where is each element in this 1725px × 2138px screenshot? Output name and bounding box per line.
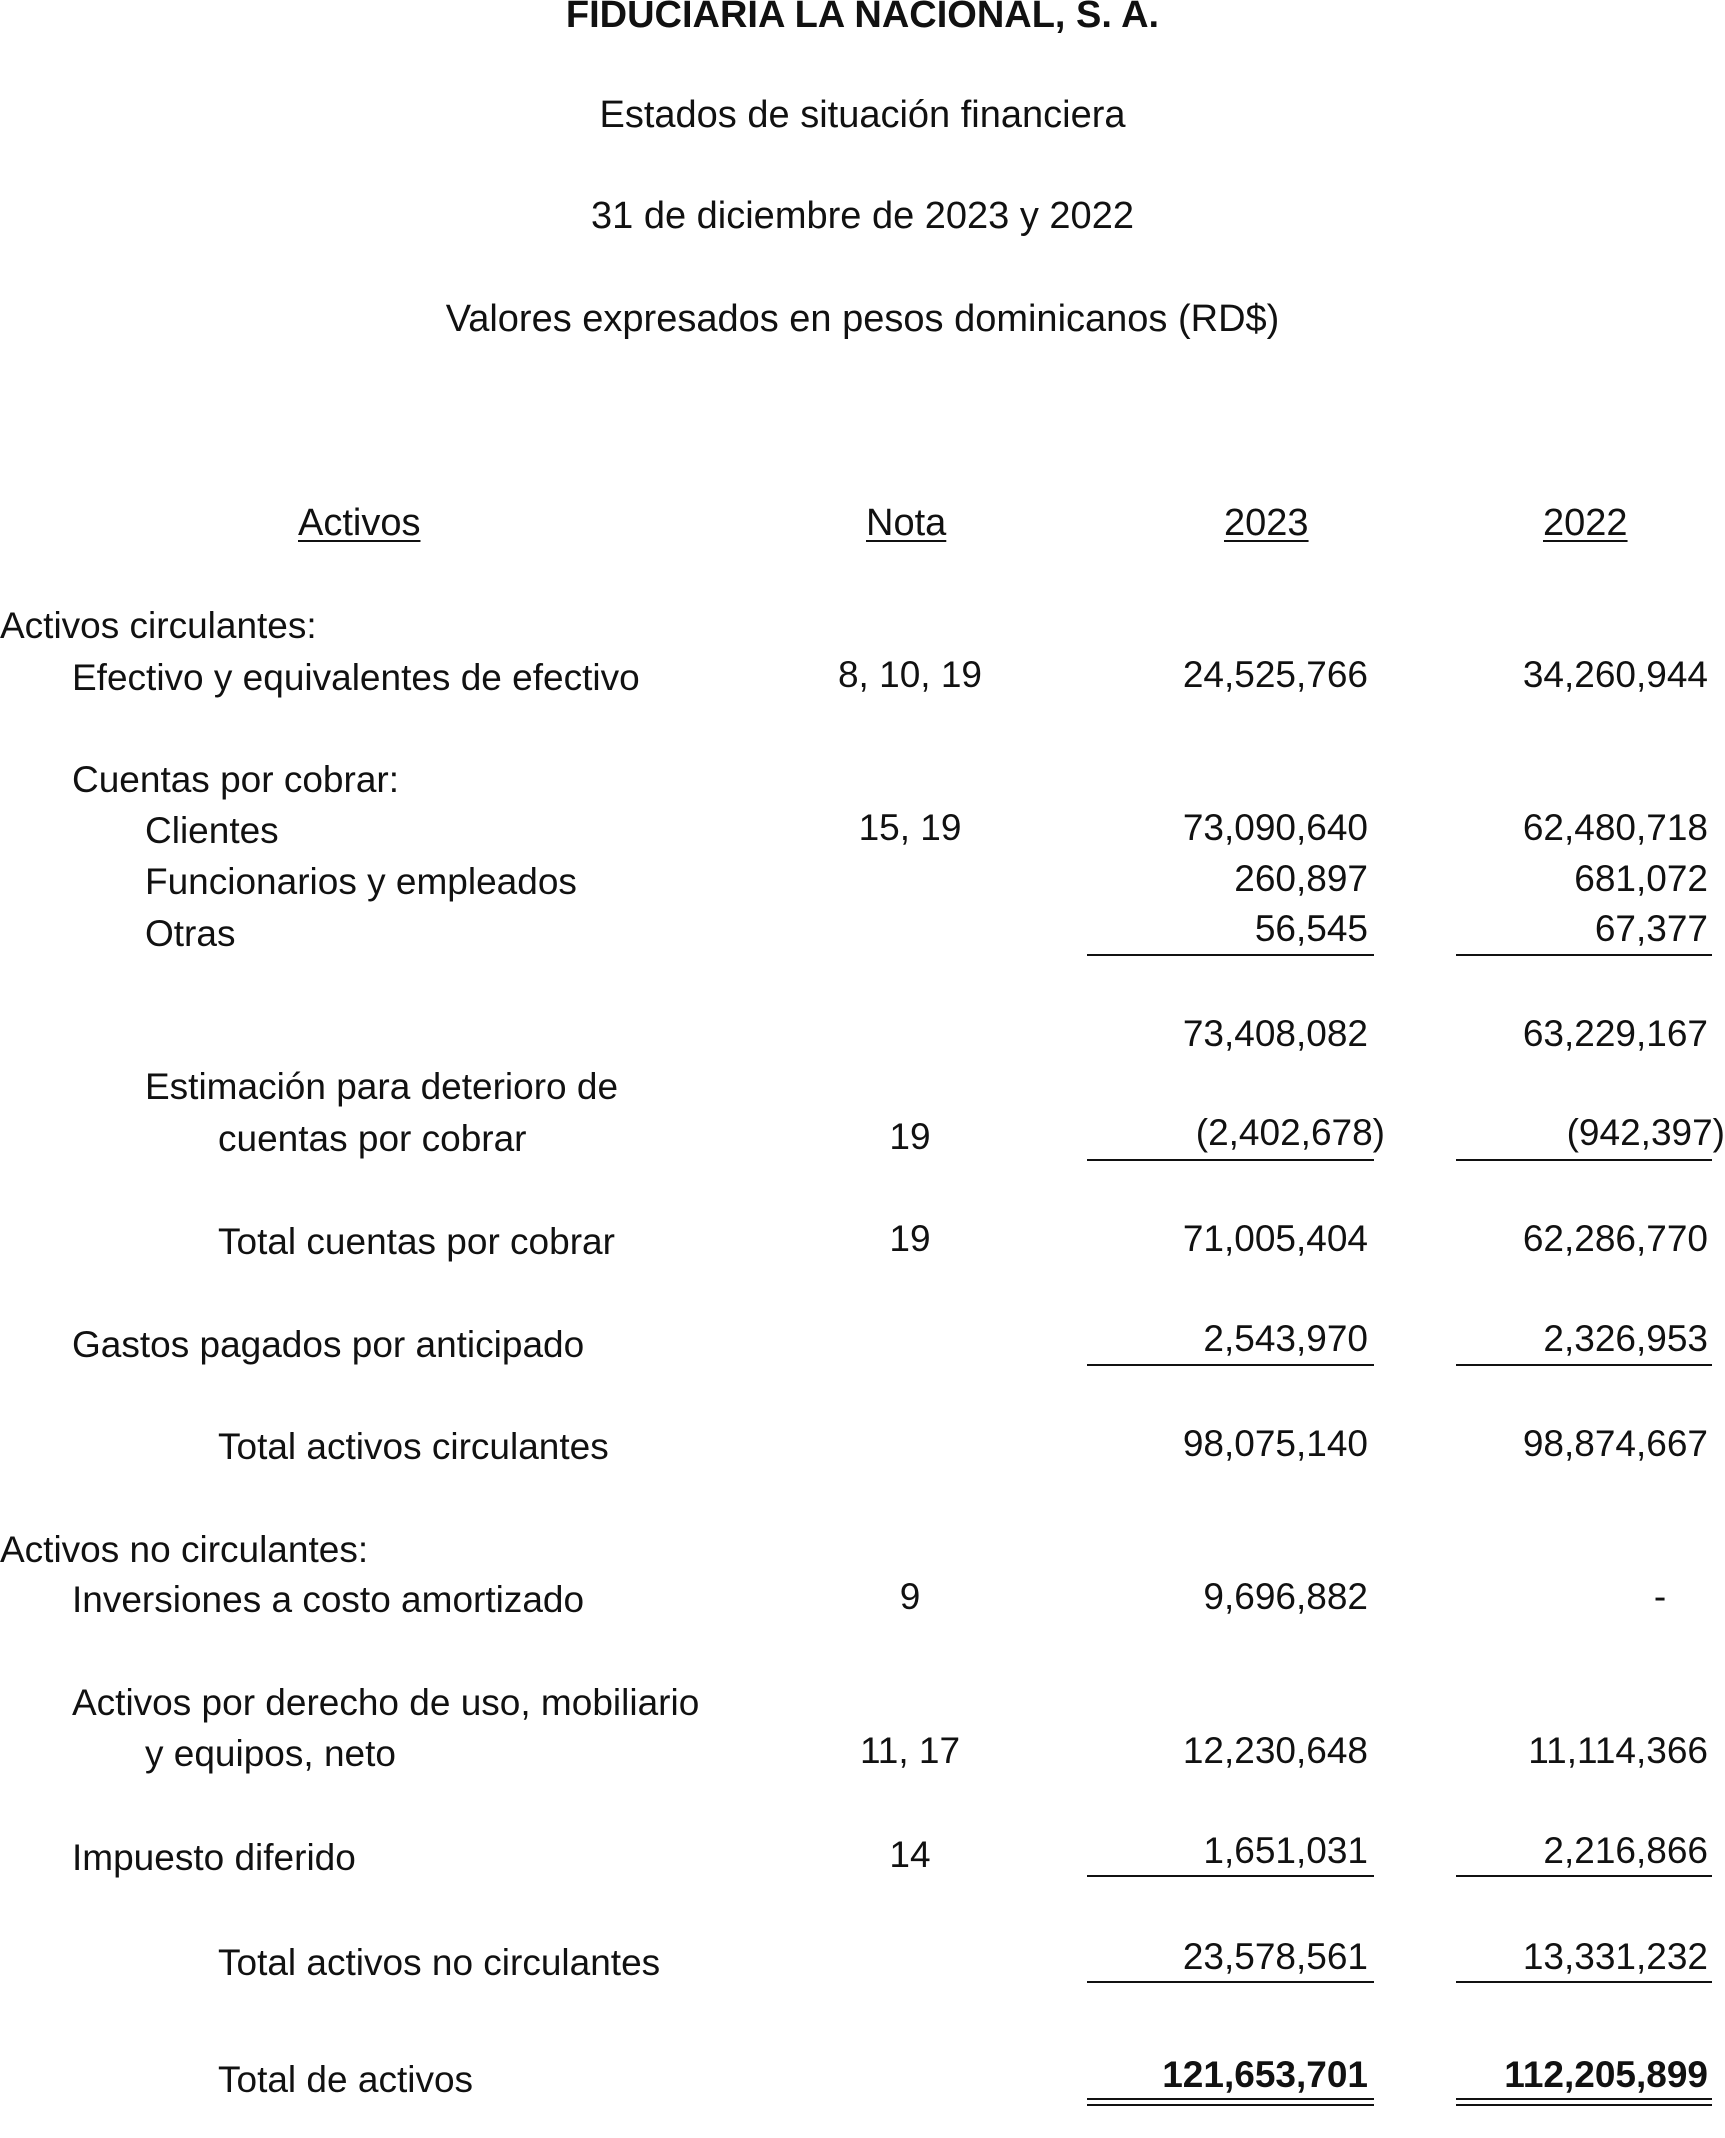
row-label: Total cuentas por cobrar: [218, 1221, 615, 1262]
value-2022: 62,480,718: [1522, 807, 1708, 848]
value-2022: 2,326,953: [1543, 1318, 1708, 1359]
value-2022: 2,216,866: [1543, 1830, 1708, 1871]
value-2022: 11,114,366: [1528, 1730, 1708, 1771]
column-header-2022: 2022: [1543, 502, 1628, 544]
value-2023: 2,543,970: [1203, 1318, 1368, 1359]
value-2022: (942,397): [1566, 1112, 1725, 1153]
row-note: 19: [889, 1116, 931, 1157]
row-note: 9: [899, 1576, 921, 1617]
subtotal-rule-2023: [1087, 1875, 1374, 1877]
value-2023: 12,230,648: [1182, 1730, 1368, 1771]
value-2023: 23,578,561: [1182, 1936, 1368, 1977]
row-label: Impuesto diferido: [72, 1837, 356, 1878]
value-2022: -: [1653, 1576, 1667, 1617]
value-2023: 73,408,082: [1182, 1013, 1368, 1054]
value-2022: 62,286,770: [1522, 1218, 1708, 1259]
value-2022: 112,205,899: [1504, 2054, 1708, 2095]
row-label: Inversiones a costo amortizado: [72, 1579, 585, 1620]
row-label-line1: Estimación para deterioro de: [145, 1066, 619, 1107]
value-2022: 67,377: [1594, 908, 1708, 949]
subtotal-rule-2022: [1456, 1981, 1712, 1983]
row-label: Total de activos: [218, 2059, 474, 2100]
column-header-nota: Nota: [866, 502, 947, 544]
value-2023: 9,696,882: [1203, 1576, 1368, 1617]
subtotal-rule-2023: [1087, 1159, 1374, 1161]
subtotal-rule-2023: [1087, 1981, 1374, 1983]
subtotal-rule-2023: [1087, 1364, 1374, 1366]
value-2023: 24,525,766: [1182, 654, 1368, 695]
row-label: Gastos pagados por anticipado: [72, 1324, 585, 1365]
column-header-activos: Activos: [298, 502, 421, 544]
subsection-heading-receivables: Cuentas por cobrar:: [72, 759, 400, 800]
value-2023: 260,897: [1234, 858, 1368, 899]
value-2022: 63,229,167: [1522, 1013, 1708, 1054]
row-note: 14: [889, 1834, 931, 1875]
subtotal-rule-2022: [1456, 954, 1712, 956]
value-2022: 681,072: [1574, 858, 1708, 899]
row-note: 8, 10, 19: [837, 654, 982, 695]
column-header-2023: 2023: [1224, 502, 1309, 544]
row-note: 11, 17: [859, 1730, 961, 1771]
row-label-line1: Activos por derecho de uso, mobiliario: [72, 1682, 700, 1723]
value-2023: 56,545: [1254, 908, 1368, 949]
row-label: Clientes: [145, 810, 279, 851]
value-2023: 98,075,140: [1182, 1423, 1368, 1464]
row-label: Total activos circulantes: [218, 1426, 609, 1467]
subtotal-rule-2023: [1087, 954, 1374, 956]
row-note: 15, 19: [858, 807, 962, 848]
total-double-rule-2022: [1456, 2098, 1712, 2106]
row-label: Otras: [145, 913, 236, 954]
row-label: Total activos no circulantes: [218, 1942, 661, 1983]
row-label-line2: y equipos, neto: [145, 1733, 396, 1774]
row-label: Funcionarios y empleados: [145, 861, 577, 902]
value-2023: 121,653,701: [1162, 2054, 1368, 2095]
value-2023: 1,651,031: [1203, 1830, 1368, 1871]
company-name: FIDUCIARIA LA NACIONAL, S. A.: [565, 0, 1160, 36]
subtotal-rule-2022: [1456, 1364, 1712, 1366]
row-note: 19: [889, 1218, 931, 1259]
value-2022: 98,874,667: [1522, 1423, 1708, 1464]
statement-title: Estados de situación financiera: [599, 94, 1126, 136]
row-label-line2: cuentas por cobrar: [218, 1118, 527, 1159]
section-heading-noncurrent: Activos no circulantes:: [0, 1529, 369, 1570]
subtotal-rule-2022: [1456, 1875, 1712, 1877]
subtotal-rule-2022: [1456, 1159, 1712, 1161]
value-2022: 34,260,944: [1522, 654, 1708, 695]
row-label: Efectivo y equivalentes de efectivo: [72, 657, 640, 698]
currency-note: Valores expresados en pesos dominicanos (RD$): [445, 298, 1280, 340]
section-heading-current: Activos circulantes:: [0, 605, 317, 646]
statement-date: 31 de diciembre de 2023 y 2022: [591, 195, 1134, 237]
value-2023: 73,090,640: [1182, 807, 1368, 848]
value-2023: (2,402,678): [1195, 1112, 1385, 1153]
total-double-rule-2023: [1087, 2098, 1374, 2106]
value-2022: 13,331,232: [1522, 1936, 1708, 1977]
value-2023: 71,005,404: [1182, 1218, 1368, 1259]
